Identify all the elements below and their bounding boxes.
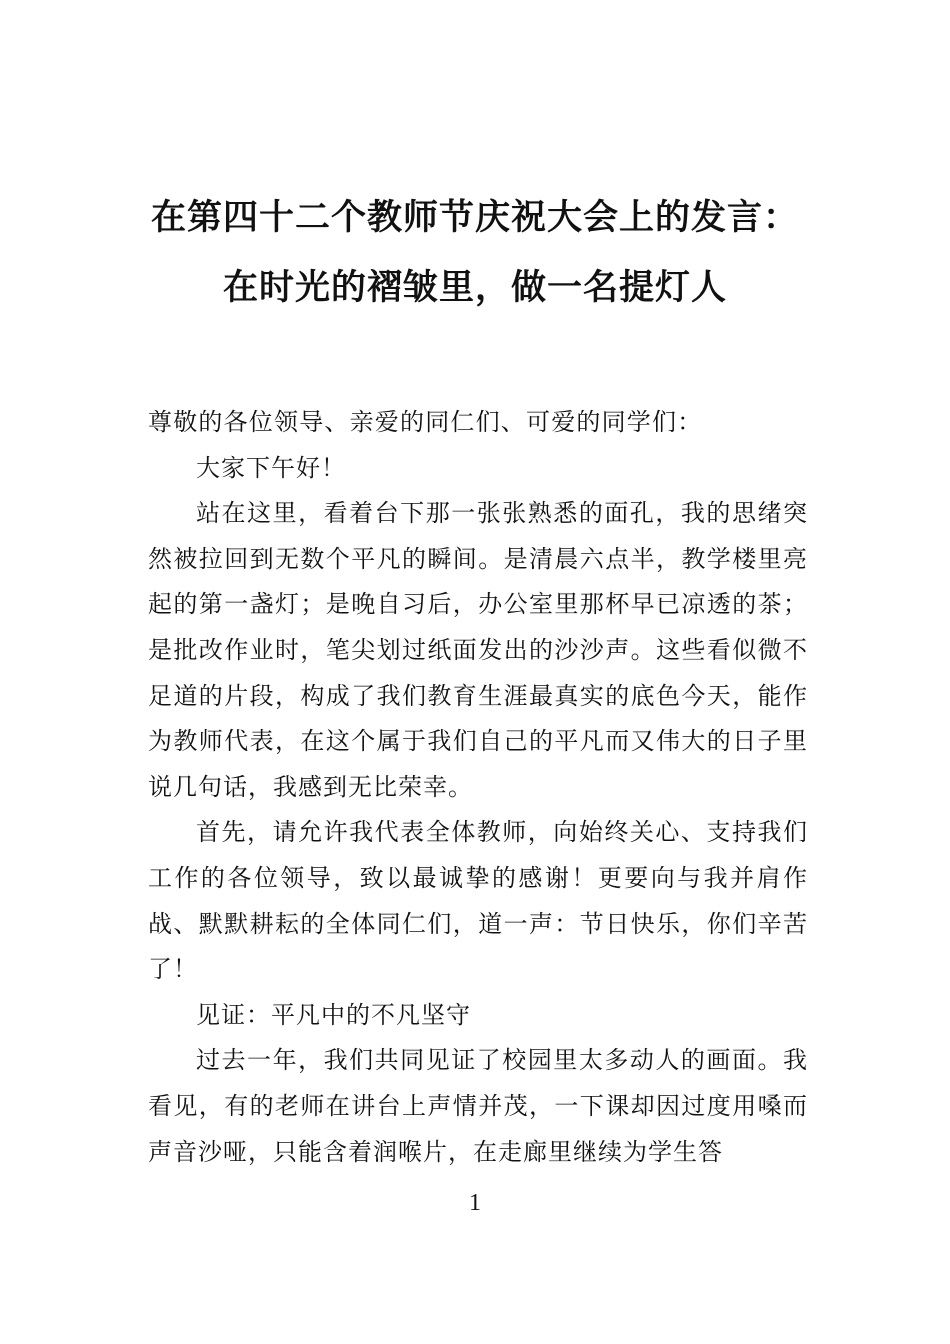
- document-title-line-2: 在时光的褶皱里，做一名提灯人: [222, 267, 727, 308]
- section-heading: 见证：平凡中的不凡坚守: [196, 1000, 471, 1029]
- paragraph-greeting: 大家下午好！: [196, 453, 346, 482]
- paragraph-thanks: 首先，请允许我代表全体教师，向始终关心、支持我们工作的各位领导，致以最诚挚的感谢！更要向与我并肩作战、默默耕耘的全体同仁们，道一声：节日快乐，你们辛苦了！: [148, 818, 808, 984]
- document-title-line-1: 在第四十二个教师节庆祝大会上的发言：: [150, 197, 799, 238]
- salutation: 尊敬的各位领导、亲爱的同仁们、可爱的同学们：: [148, 408, 703, 436]
- paragraph-witness: 过去一年，我们共同见证了校园里太多动人的画面。我看见，有的老师在讲台上声情并茂，一下课却因过度用嗓而声音沙哑，只能含着润喉片，在走廊里继续为学生答: [148, 1046, 808, 1166]
- paragraph-opening: 站在这里，看着台下那一张张熟悉的面孔，我的思绪突然被拉回到无数个平凡的瞬间。是清晨六点半，教学楼里亮起的第一盏灯；是晚自习后，办公室里那杯早已凉透的茶；是批改作业时，笔尖划过纸面发出的沙沙声。这些看似微不足道的片段，构成了我们教育生涯最真实的底色今天，能作为教师代表，在这个属于我们自己的平凡而又伟大的日子里说几句话，我感到无比荣幸。: [148, 499, 808, 801]
- document-body: [148, 400, 808, 1175]
- page-number: 1: [469, 1190, 481, 1216]
